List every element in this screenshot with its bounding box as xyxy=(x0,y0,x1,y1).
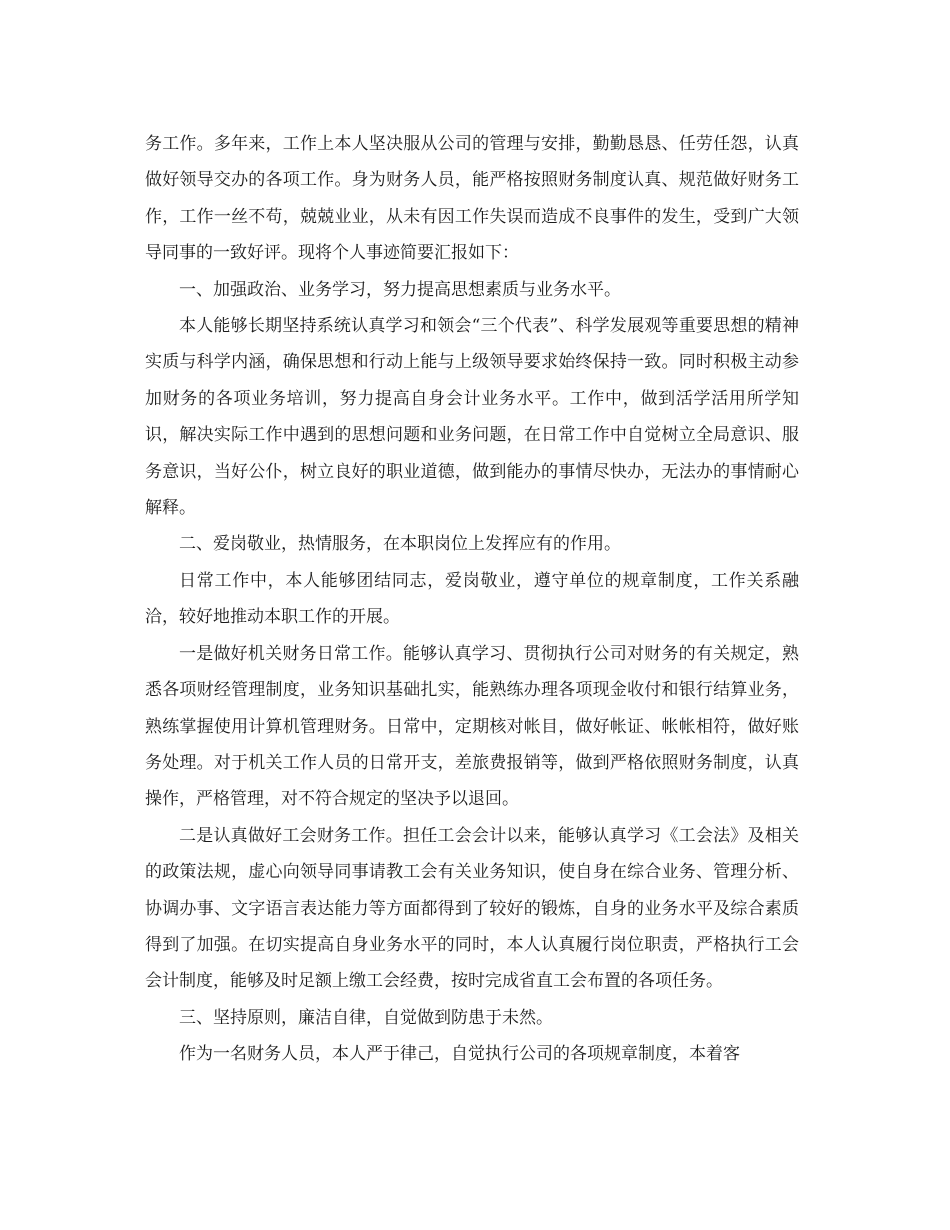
document-page xyxy=(145,126,799,1073)
paragraph-union-finance: 二是认真做好工会财务工作。担任工会会计以来，能够认真学习《工会法》及相关的政策法规，虚心向领导同事请教工会有关业务知识，使自身在综合业务、管理分析、协调办事、文字语言表达能力等方面都得到了较好的锻炼，自身的业务水平及综合素质得到了加强。在切实提高自身业务水平的同时，本人认真履行岗位职责，严格执行工会会计制度，能够及时足额上缴工会经费，按时完成省直工会布置的各项任务。 xyxy=(145,825,799,992)
heading-section-2: 二、爱岗敬业，热情服务，在本职岗位上发挥应有的作用。 xyxy=(179,534,621,555)
paragraph-daily-work: 日常工作中，本人能够团结同志，爱岗敬业，遵守单位的规章制度，工作关系融洽，较好地推动本职工作的开展。 xyxy=(145,570,799,628)
paragraph-study: 本人能够长期坚持系统认真学习和领会“三个代表”、科学发展观等重要思想的精神实质与科学内涵，确保思想和行动上能与上级领导要求始终保持一致。同时积极主动参加财务的各项业务培训，努力提高自身会计业务水平。工作中，做到活学活用所学知识，解决实际工作中遇到的思想问题和业务问题，在日常工作中自觉树立全局意识、服务意识，当好公仆，树立良好的职业道德，做到能办的事情尽快办，无法办的事情耐心解释。 xyxy=(145,316,799,519)
paragraph-intro: 务工作。多年来，工作上本人坚决服从公司的管理与安排，勤勤恳恳、任劳任怨，认真做好领导交办的各项工作。身为财务人员，能严格按照财务制度认真、规范做好财务工作，工作一丝不苟，兢兢业业，从未有因工作失误而造成不良事件的发生，受到广大领导同事的一致好评。现将个人事迹简要汇报如下： xyxy=(145,134,799,264)
heading-section-1: 一、加强政治、业务学习，努力提高思想素质与业务水平。 xyxy=(179,279,621,300)
paragraph-office-finance: 一是做好机关财务日常工作。能够认真学习、贯彻执行公司对财务的有关规定，熟悉各项财经管理制度，业务知识基础扎实，能熟练办理各项现金收付和银行结算业务，熟练掌握使用计算机管理财务。日常中，定期核对帐目，做好帐证、帐帐相符，做好账务处理。对于机关工作人员的日常开支，差旅费报销等，做到严格依照财务制度，认真操作，严格管理，对不符合规定的坚决予以退回。 xyxy=(145,643,799,810)
paragraph-self-discipline: 作为一名财务人员，本人严于律己，自觉执行公司的各项规章制度，本着客 xyxy=(179,1044,740,1065)
heading-section-3: 三、坚持原则，廉洁自律，自觉做到防患于未然。 xyxy=(179,1007,553,1028)
